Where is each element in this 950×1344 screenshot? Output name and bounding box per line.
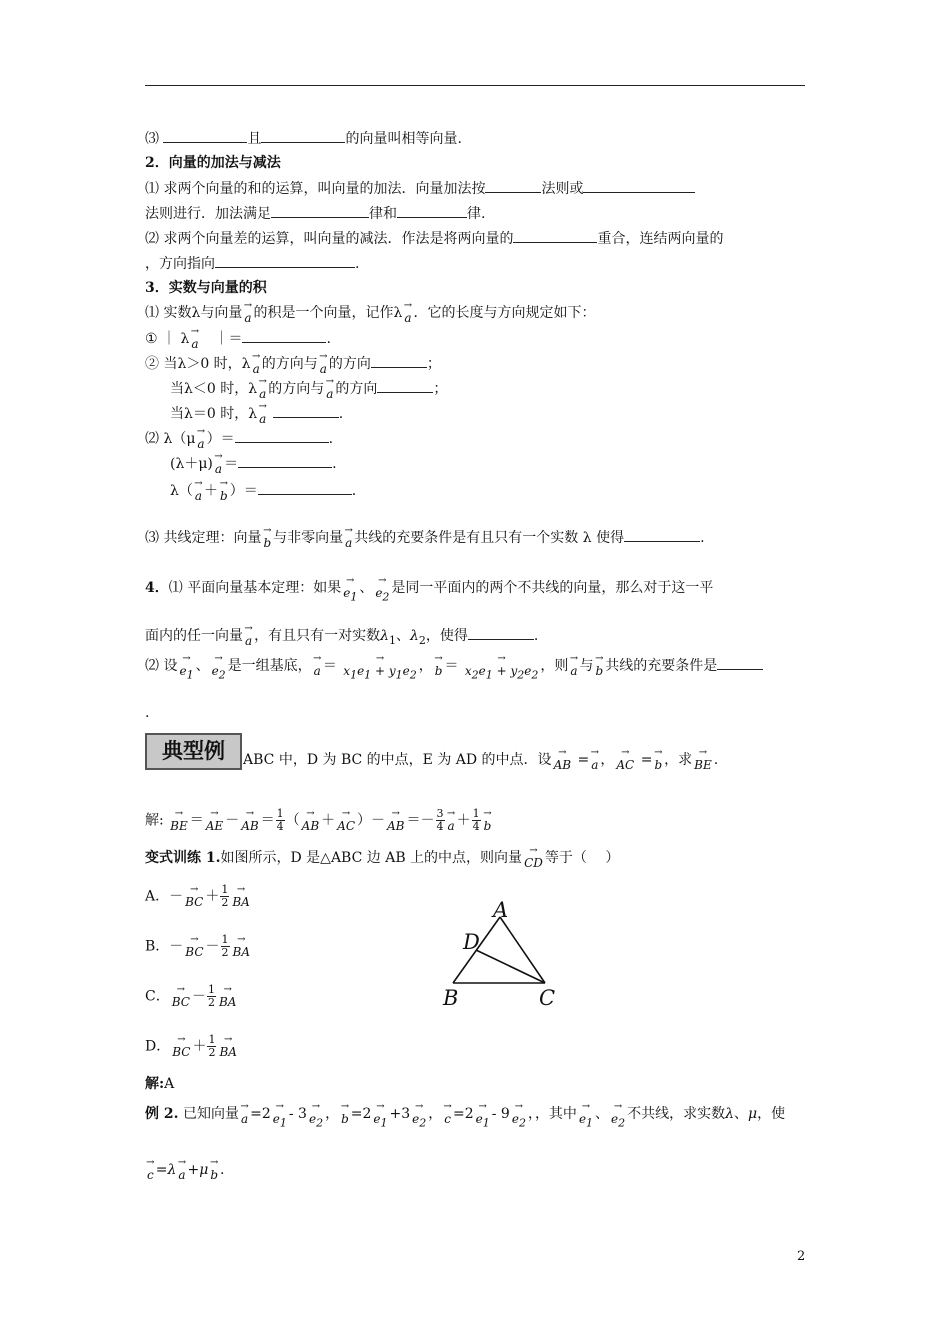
item-num: ⑶ [145, 131, 159, 147]
var: x [343, 664, 351, 678]
text: ）＝ [229, 483, 258, 499]
label-c: C [539, 986, 556, 1010]
sec3-c2: ② 当λ＞0 时，λ→ a 的方向与→ a 的方向 ； [145, 353, 441, 379]
sec4-p1: 4．⑴ 平面向量基本定理：如果→ $e_1$、→ $e_2$是同一平面内的两个不共线的向量，那么对于这一平 [145, 578, 713, 607]
vector-be: → BE [168, 816, 190, 836]
vector-a: → a [213, 459, 224, 479]
text: 例 2. [145, 1106, 179, 1122]
blank [485, 178, 541, 193]
vector-ae: → AE [204, 816, 225, 836]
blank [215, 253, 355, 268]
exercise1-question [145, 848, 619, 873]
sub: 2 [618, 1116, 626, 1130]
blank [258, 480, 352, 495]
text: 的方向与 [261, 356, 318, 372]
label-b: B [443, 986, 459, 1010]
var: e [179, 664, 187, 678]
vector-e1 [371, 1109, 389, 1133]
vector-b: → b [594, 661, 606, 681]
period: . [145, 705, 150, 721]
text: ，有且只有一对实数 [254, 628, 381, 644]
sub: 1 [186, 668, 194, 682]
text: ，其中 [534, 1106, 577, 1122]
vector-b: → b [433, 661, 445, 681]
fraction: $\frac{3}{4}$ [436, 807, 444, 833]
text: ＋ [204, 483, 219, 499]
header-rule [145, 85, 805, 86]
text: ⑵ λ（μ [145, 431, 196, 447]
vector-ba: → BA [231, 942, 252, 962]
sub: 1 [350, 668, 358, 682]
vector-b-def [339, 1109, 351, 1129]
vector-ba: → BA [217, 992, 238, 1012]
text: 的方向 [335, 381, 378, 397]
option-a[interactable]: A．－→ BC ＋ $\frac{1}{2}$ → BA [145, 884, 252, 912]
label-d: D [463, 930, 480, 954]
var: e [412, 1112, 420, 1126]
sub: 2 [419, 1116, 427, 1130]
vector-a: → a [343, 533, 354, 553]
blank [261, 128, 345, 143]
sub: 2 [382, 590, 390, 604]
sub: 2 [316, 1116, 324, 1130]
vector-c: → c [145, 1165, 156, 1185]
sub: 2 [518, 1116, 526, 1130]
vector-c-def: → c [442, 1109, 453, 1129]
text: 律和 [369, 206, 397, 222]
var: y [510, 664, 518, 678]
text: 如图所示，D 是△ABC 边 AB 上的中点，则向量 [220, 850, 523, 866]
sec2-p2-cont [145, 253, 359, 274]
sub: 1 [586, 1116, 594, 1130]
text: ⑵ 设 [145, 658, 178, 674]
page-number: 2 [797, 1249, 806, 1264]
text: ．它的长度与方向规定如下： [413, 305, 596, 321]
blank [583, 178, 695, 193]
text: 法则进行．加法满足 [145, 206, 271, 222]
text: 的向量叫相等向量. [345, 131, 462, 147]
vector-a: → a [312, 661, 323, 681]
text: ⑴ 实数λ与向量 [145, 305, 243, 321]
var: e [343, 586, 351, 600]
var: λ [167, 1162, 177, 1178]
vector-a-def [239, 1109, 250, 1129]
sec4-p2: ⑵ 设→ $e_1$、→ $e_2$是一组基底，→ a ＝ → $x_1e_1 + y_1e_2$，→ b ＝ → $x_2e_1 + y_2e_2$，则→ a 与→ b 共线的充要条件是 [145, 655, 763, 685]
text: 是同一平面内的两个不共线的向量，那么对于这一平 [391, 580, 714, 596]
fraction: $\frac{1}{2}$ [208, 1033, 216, 1059]
blank [371, 353, 427, 368]
sec2-p1 [145, 178, 695, 199]
var: e [211, 664, 219, 678]
var: b [341, 1112, 349, 1126]
blank [377, 378, 433, 393]
text: ⑴ 平面向量基本定理：如果 [168, 580, 342, 596]
vector-a: → a [243, 631, 254, 651]
vector-e2 [510, 1109, 528, 1133]
text: 重合，连结两向量的 [597, 231, 724, 247]
vector-a: → a [257, 409, 268, 429]
vector-ac: → AC [335, 816, 357, 836]
example1-solution: 解: → BE ＝→ AE －→ AB ＝ $\frac{1}{4}$ （→ AB ＋→ AC ）－→ AB ＝－ $\frac{3}{4}$ → a ＋ $\frac{1}{4}$ → b [145, 808, 493, 836]
fraction: $\frac{1}{2}$ [221, 883, 229, 909]
text: ， [600, 752, 615, 768]
text: 当λ＜0 时，λ [170, 381, 258, 397]
sec3-p2: ⑵ λ（μ→ a ）＝ . [145, 428, 333, 454]
var: e [511, 1112, 519, 1126]
var: e [357, 664, 365, 678]
vector-ab: → AB [300, 816, 321, 836]
sec3-c4: 当λ＝0 时，λ→ a . [170, 403, 343, 429]
text: ABC 中，D 为 BC 的中点，E 为 AD 的中点．设 [243, 752, 552, 768]
vector-ba: → BA [230, 892, 251, 912]
vector-cd: → CD [522, 853, 545, 873]
vector-bc: → BC [183, 942, 205, 962]
text: ⑴ 求两个向量的和的运算，叫向量的加法．向量加法按 [145, 181, 486, 197]
sub: 2 [517, 668, 525, 682]
text: . [355, 256, 360, 272]
vector-bc: → BC [170, 992, 192, 1012]
vector-b: → b [482, 816, 494, 836]
text: ）＝ [206, 431, 235, 447]
text: ，使得 [425, 628, 468, 644]
exercise1-answer [145, 1074, 174, 1094]
blank [624, 527, 700, 542]
text: 共线的充要条件是有且只有一个实数 λ 使得 [354, 530, 625, 546]
example2-question: 例 2. 已知向量→ $a =2\to e_1-$ $3\to e_2$，→ $b =2\to e_1+3\to e_2$，→ $c =2\to e_1-$ $9\to e_2$，，其中→ $e_1$、→ $e_2$不共线，求实数λ、μ，使 [145, 1104, 785, 1133]
vector-e1 [341, 583, 359, 607]
blank [397, 203, 467, 218]
vector-a: → a [189, 334, 200, 354]
var: e [578, 1112, 587, 1126]
vector-b: → b [652, 755, 664, 775]
option-c[interactable]: C．→ BC － $\frac{1}{2}$ → BA [145, 984, 238, 1012]
text: ⑵ 求两个向量差的运算，叫向量的减法．作法是将两向量的 [145, 231, 514, 247]
blank [242, 328, 326, 343]
text: 共线的充要条件是 [605, 658, 718, 674]
sec3-c3: 当λ＜0 时，λ→ a 的方向与→ a 的方向 ； [170, 378, 447, 404]
sub: 1 [395, 668, 403, 682]
blank [273, 403, 339, 418]
var: y [388, 664, 396, 678]
var: e [375, 586, 383, 600]
vector-b: → b [261, 533, 273, 553]
sub: 1 [350, 590, 358, 604]
text: ，求 [664, 752, 693, 768]
text: 解: [145, 1076, 165, 1092]
text: (λ＋μ) [170, 456, 213, 472]
vector-e2 [609, 1109, 627, 1133]
var: e [272, 1112, 280, 1126]
text: B． [145, 938, 170, 955]
sec3-p1 [145, 303, 596, 328]
sec3-p2b: (λ＋μ)→ a ＝ . [170, 453, 337, 479]
text: 4． [145, 580, 169, 596]
text: D． [145, 1038, 171, 1055]
vector-a: → a [402, 308, 413, 328]
text: ① ｜ λ [145, 331, 190, 347]
vector-a: → a [324, 384, 335, 404]
text: 面内的任一向量 [145, 628, 243, 644]
var: e [373, 1112, 381, 1126]
text: 的方向与 [268, 381, 325, 397]
vector-a: → a [446, 816, 457, 836]
var: e [611, 1112, 619, 1126]
vector-ab: → AB [385, 816, 406, 836]
vector-e2 [210, 661, 228, 685]
vector-a: → a [251, 359, 262, 379]
text: A． [145, 888, 170, 905]
vector-ac: → AC [614, 755, 636, 775]
vector-e2 [307, 1109, 325, 1133]
sub: 1 [389, 633, 397, 647]
text: C． [145, 988, 170, 1005]
sub: 1 [279, 1116, 287, 1130]
sub: 2 [218, 668, 226, 682]
vector-combo: → $x_2e_1 + y_2e_2$ [463, 661, 540, 685]
sec1-line [145, 128, 462, 149]
text: 的方向 [328, 356, 371, 372]
sec2-p1-cont [145, 203, 485, 224]
blank [163, 128, 247, 143]
text: ，方向指向 [145, 256, 215, 272]
vector-e2 [410, 1109, 428, 1133]
text: ，使 [757, 1106, 786, 1122]
var: μ [199, 1162, 209, 1178]
blank [238, 453, 332, 468]
vector-a: → a [176, 1165, 187, 1185]
text: λ（ [170, 483, 193, 499]
var: e [402, 664, 410, 678]
text: 当λ＝0 时，λ [170, 406, 258, 422]
sec2-p2 [145, 228, 723, 249]
var: μ [748, 1106, 758, 1122]
fraction: $\frac{1}{2}$ [207, 983, 215, 1009]
vector-ba: → BA [217, 1042, 238, 1062]
label-a: A [493, 898, 509, 922]
text: A [164, 1076, 175, 1092]
text: 法则或 [541, 181, 584, 197]
vector-a: → a [589, 755, 600, 775]
example2-target: → c =λ→ a +μ→ b . [145, 1160, 224, 1185]
var: x [464, 664, 472, 678]
var: e [475, 1112, 483, 1126]
var: e [524, 664, 532, 678]
text: 律. [467, 206, 486, 222]
text: ，则 [540, 658, 569, 674]
text: 变式训练 1. [145, 850, 221, 866]
vector-e1 [474, 1109, 492, 1133]
vector-a: → a [242, 308, 253, 328]
blank [271, 203, 369, 218]
vector-a: → a [568, 661, 579, 681]
vector-a: → a [318, 359, 329, 379]
sub: 2 [471, 668, 479, 682]
var: a [240, 1112, 249, 1126]
sub: 1 [364, 668, 372, 682]
blank [468, 625, 534, 640]
sub: 1 [380, 1116, 388, 1130]
text: 等于（ ） [544, 850, 620, 866]
vector-b: → b [208, 1165, 220, 1185]
blank [513, 228, 597, 243]
vector-ab: → AB [239, 816, 260, 836]
sec3-p2c: λ（→ a ＋→ b ）＝ . [170, 480, 356, 506]
vector-a: → a [195, 434, 206, 454]
vector-e1 [177, 661, 195, 685]
sec4-p1-cont: 面内的任一向量→ a ，有且只有一对实数$\lambda_1$、$\lambda_2$，使得 . [145, 625, 538, 651]
option-b[interactable]: B．－→ BC － $\frac{1}{2}$ → BA [145, 934, 252, 962]
example1-question: ABC 中，D 为 BC 的中点，E 为 AD 的中点．设→ AB =→ a ，→ AC =→ b ，求→ BE . [243, 750, 718, 775]
text: 已知向量 [182, 1106, 239, 1122]
blank [717, 655, 763, 670]
sub: 2 [409, 668, 417, 682]
option-d[interactable]: D．→ BC ＋ $\frac{1}{2}$ → BA [145, 1034, 239, 1062]
vector-bc: → BC [183, 892, 205, 912]
text: 与非零向量 [273, 530, 344, 546]
text: 是一组基底， [227, 658, 312, 674]
sub: 1 [485, 668, 493, 682]
vector-e1 [271, 1109, 289, 1133]
vector-a: → a [193, 486, 204, 506]
var: λ [725, 1106, 735, 1122]
text: 不共线，求实数 [627, 1106, 726, 1122]
text: 的积是一个向量，记作λ [253, 305, 403, 321]
vector-ab: → AB [552, 755, 573, 775]
vector-e1 [577, 1109, 595, 1133]
text: ⑶ 共线定理：向量 [145, 530, 262, 546]
sec3-c1: ① ｜ λ→ a ｜＝ . [145, 328, 331, 354]
sub: 1 [482, 1116, 490, 1130]
sec2-title: 2．向量的加法与减法 [145, 155, 281, 171]
var: e [478, 664, 486, 678]
text: ② 当λ＞0 时，λ [145, 356, 251, 372]
sec3-p3: ⑶ 共线定理：向量→ b 与非零向量→ a 共线的充要条件是有且只有一个实数 λ 使得 . [145, 527, 705, 553]
text: ｜＝ [214, 331, 243, 347]
triangle-figure [435, 895, 575, 1015]
vector-a: → a [257, 384, 268, 404]
fraction: $\frac{1}{2}$ [221, 933, 229, 959]
var: e [308, 1112, 317, 1126]
fraction: $\frac{1}{4}$ [472, 807, 480, 833]
blank [235, 428, 329, 443]
sub: 2 [531, 668, 539, 682]
fraction: $\frac{1}{4}$ [276, 807, 284, 833]
vector-b: → b [218, 486, 230, 506]
text: 与 [579, 658, 594, 674]
vector-e2 [373, 583, 391, 607]
text: 且 [247, 131, 262, 147]
text: 解: [145, 812, 164, 829]
var: λ [410, 628, 419, 644]
text: 、 [734, 1106, 749, 1122]
sub: 2 [418, 633, 426, 647]
sec3-title: 3．实数与向量的积 [145, 280, 267, 296]
vector-be: → BE [692, 755, 714, 775]
vector-bc: → BC [170, 1042, 192, 1062]
var: λ [380, 628, 390, 644]
text: 、 [396, 628, 411, 644]
section-badge: 典型例 [145, 733, 242, 770]
vector-combo: → $x_1e_1 + y_1e_2$ [341, 661, 418, 685]
